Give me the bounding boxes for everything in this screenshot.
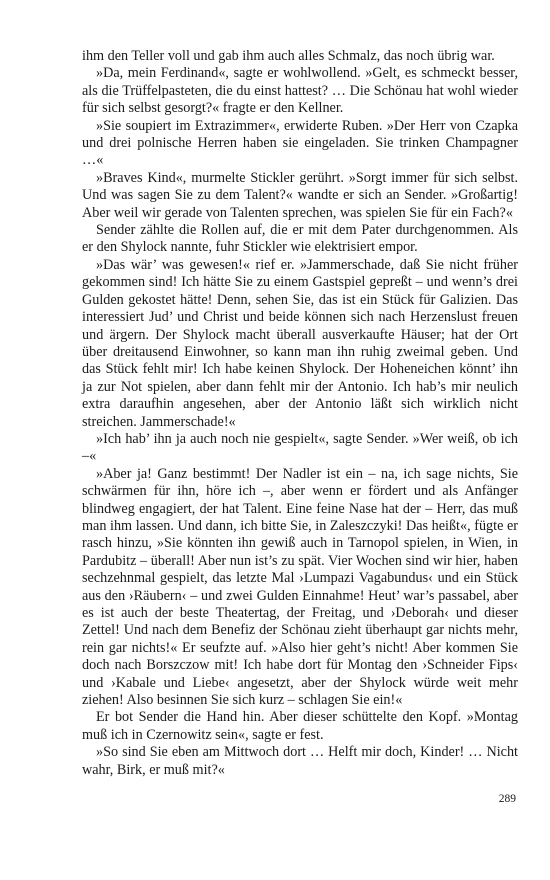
paragraph: Er bot Sender die Hand hin. Aber dieser schüttelte den Kopf. »Montag muß ich in Czernowitz sein«, sagte er fest. [82,709,518,743]
body-text [82,48,518,779]
paragraph: »Sie soupiert im Extrazimmer«, erwiderte Ruben. »Der Herr von Czapka und drei polnische Herren haben sie eingeladen. Sie trinken Champagner …« [82,117,518,169]
paragraph: ihm den Teller voll und gab ihm auch alles Schmalz, das noch übrig war. [82,48,495,64]
paragraph: Sender zählte die Rollen auf, die er mit dem Pater durchgenommen. Als er den Shylock nannte, fuhr Stickler wie elektrisiert empor. [82,222,518,256]
page-number: 289 [498,793,516,805]
paragraph: »Das wär’ was gewesen!« rief er. »Jammerschade, daß Sie nicht früher gekommen sind! Ich hätte Sie zu einem Gastspiel gepreßt – und wenn’s drei Gulden gekostet hätte! Denn, sehen Sie, das ist ein Stück für Galizien. Das interessiert Jud’ und Christ und beide können sich nach Herzenslust freuen und ärgern. Der Shylock macht überall ausverkaufte Häuser; hat der Ort über dreitausend Einwohner, so kann man ihn ruhig zweimal geben. Und das Stück fehlt mir! Ich habe keinen Shylock. Der Hoheneichen könnt’ ihn ja zur Not spielen, aber dann fehlt mir der Antonio. Ich hab’s mir neulich extra daraufhin angesehen, aber der Antonio läßt sich wirklich nicht streichen. Jammerschade!« [82,256,518,430]
paragraph: »Da, mein Ferdinand«, sagte er wohlwollend. »Gelt, es schmeckt besser, als die Trüffelpasteten, die du einst hattest? … Die Schönau hat wohl wieder für sich selbst gesorgt?« fragte er den Kellner. [82,65,518,117]
paragraph: »Aber ja! Ganz bestimmt! Der Nadler ist ein – na, ich sage nichts, Sie schwärmen für ihn, höre ich –, aber wenn er fördert und als Anfänger blindweg engagiert, der hat Talent. Eine feine Nase hat der – Herr, das muß man ihm lassen. Und dann, ich bitte Sie, in Zaleszczyki! Das heißt«, fügte er rasch hinzu, »Sie könnten ihn gewiß auch in Tarnopol spielen, in Wien, in Pardubitz – überall! Aber nun ist’s zu spät. Vier Wochen sind wir hier, haben sechzehnmal gespielt, das letzte Mal ›Lumpazi Vagabundus‹ und ein Stück aus den ›Räubern‹ – und zwei Gulden Einnahme! Heut’ war’s passabel, aber es ist auch der beste Theatertag, der Freitag, und ›Deborah‹ und dieser Zettel! Und nach dem Benefiz der Schönau zieht überhaupt gar nichts mehr, rein gar nichts!« Er seufzte auf. »Also hier geht’s nicht! Aber kommen Sie doch nach Borszczow mit! Ich habe dort für Montag den ›Schneider Fips‹ und ›Kabale und Liebe‹ angesetzt, aber der Shylock würde weit mehr ziehen! Also besinnen Sie sich kurz – schlagen Sie ein!« [82,465,518,709]
paragraph: »So sind Sie eben am Mittwoch dort … Helft mir doch, Kinder! … Nicht wahr, Birk, er muß mit?« [82,744,518,778]
paragraph: »Ich hab’ ihn ja auch noch nie gespielt«, sagte Sender. »Wer weiß, ob ich –« [82,430,518,465]
paragraph: »Braves Kind«, murmelte Stickler gerührt. »Sorgt immer für sich selbst. Und was sagen Sie zu dem Talent?« wandte er sich an Sender. »Großartig! Aber weil wir gerade von Talenten sprechen, was spielen Sie für ein Fach?« [82,169,518,221]
